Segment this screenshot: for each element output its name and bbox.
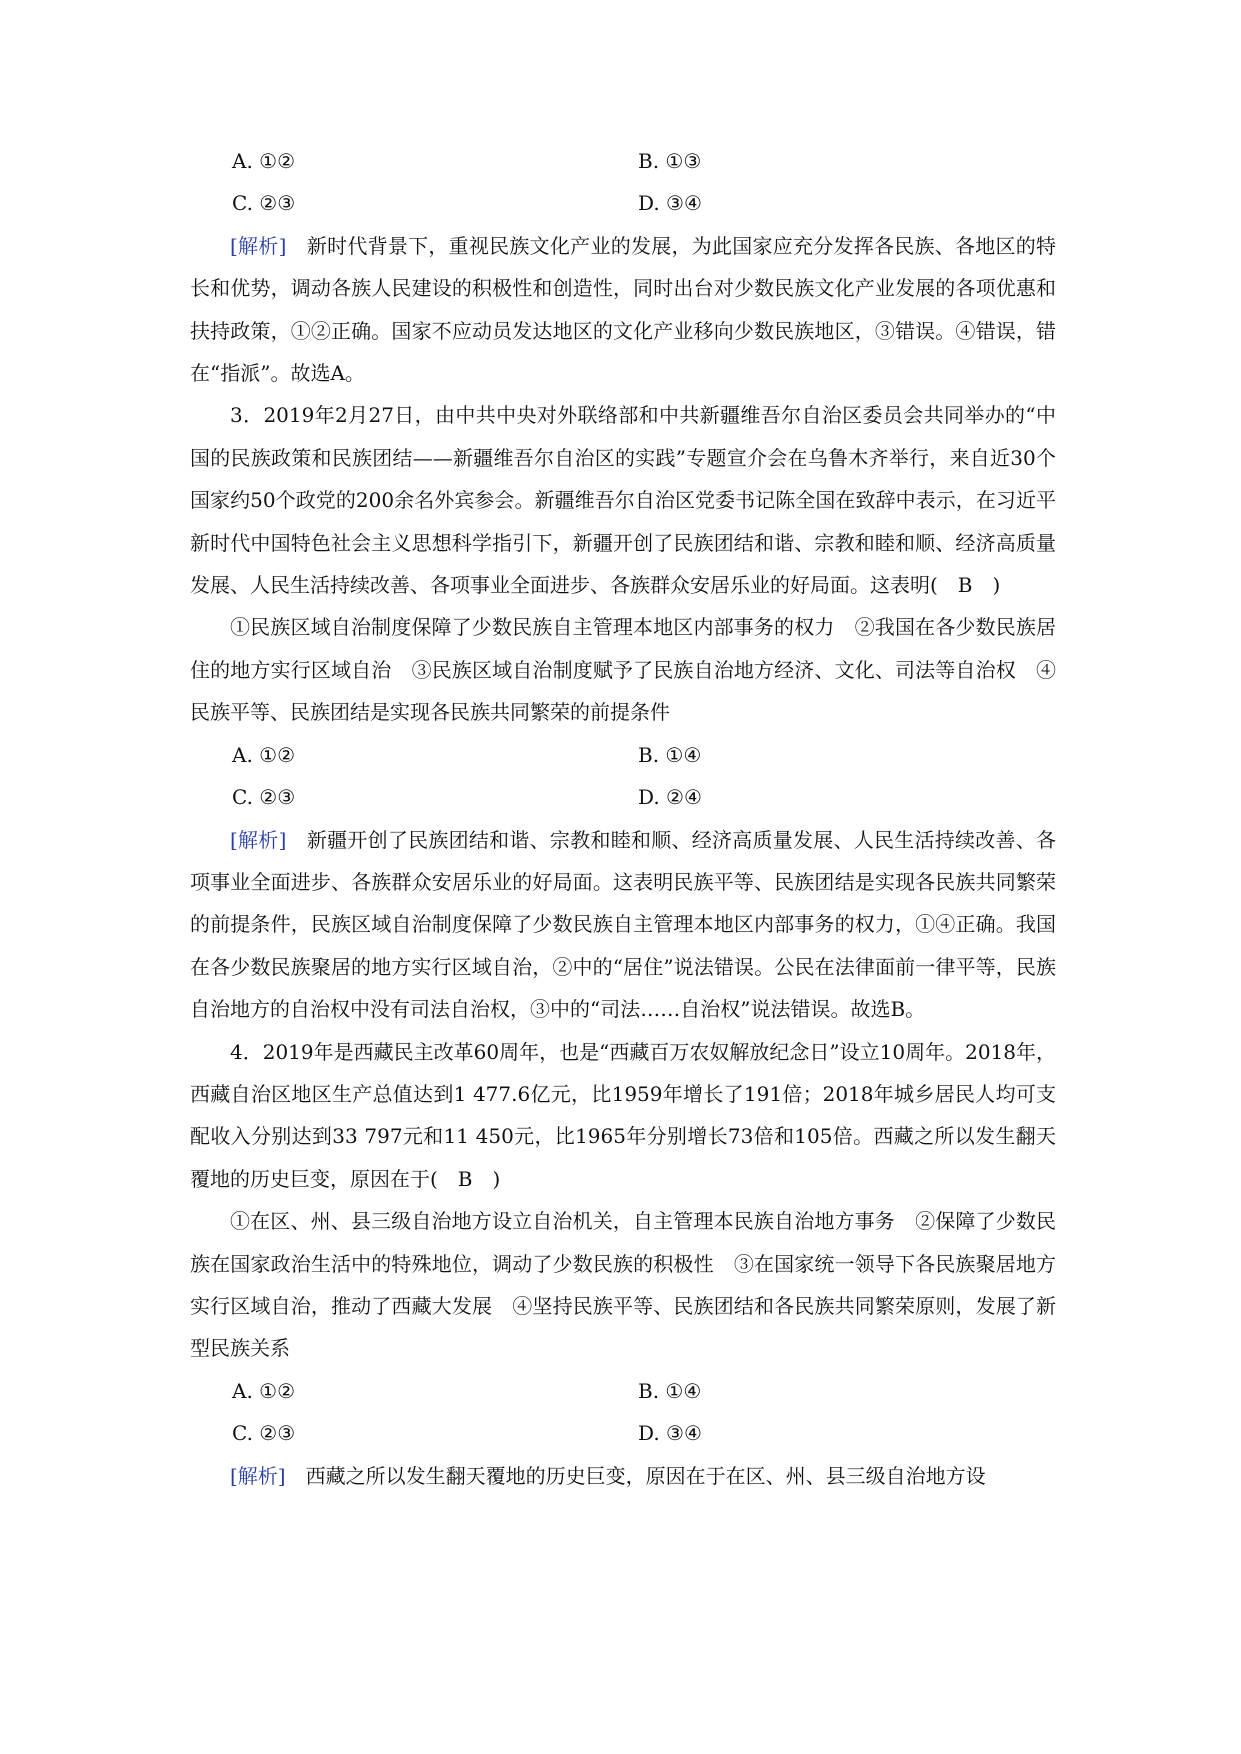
- document-page: [190, 140, 1056, 1497]
- q2-option-d: D. ③④: [638, 191, 702, 216]
- q4-analysis-text: 西藏之所以发生翻天覆地的历史巨变，原因在于在区、州、县三级自治地方设: [305, 1463, 986, 1488]
- q2-option-b: B. ①③: [638, 149, 702, 173]
- q3-options-row-1: [190, 734, 1056, 776]
- q3-options-row-2: [190, 776, 1056, 818]
- q4-analysis: [190, 1455, 1056, 1497]
- q4-options-row-2: [190, 1412, 1056, 1454]
- q2-options-row-1: [190, 140, 1056, 182]
- q3-analysis-text: 新疆开创了民族团结和谐、宗教和睦和顺、经济高质量发展、人民生活持续改善、各项事业全面进步、各族群众安居乐业的好局面。这表明民族平等、民族团结是实现各民族共同繁荣的前提条件，民族区域自治制度保障了少数民族自主管理本地区内部事务的权力，①④正确。我国在各少数民族聚居的地方实行区域自治，②中的“居住”说法错误。公民在法律面前一律平等，民族自治地方的自治权中没有司法自治权，③中的“司法……自治权”说法错误。故选B。: [190, 827, 1057, 1022]
- q3-option-a: A. ①②: [232, 742, 296, 767]
- q2-option-c: C. ②③: [232, 191, 296, 216]
- q3-option-b: B. ①④: [638, 742, 702, 767]
- q4-option-b: B. ①④: [638, 1378, 702, 1403]
- q3-option-c: C. ②③: [232, 785, 296, 810]
- q2-option-a: A. ①②: [232, 149, 296, 173]
- q4-option-a: A. ①②: [232, 1378, 296, 1403]
- q3-analysis-tag: [解析]: [230, 827, 287, 852]
- q3-statements: ①民族区域自治制度保障了少数民族自主管理本地区内部事务的权力 ②我国在各少数民族居住的地方实行区域自治 ③民族区域自治制度赋予了民族自治地方经济、文化、司法等自治权 ④民族平等、民族团结是实现各民族共同繁荣的前提条件: [190, 615, 1056, 725]
- q4-analysis-tag: [解析]: [230, 1463, 286, 1488]
- q4-option-c: C. ②③: [232, 1421, 296, 1446]
- q4-option-d: D. ③④: [638, 1421, 702, 1446]
- q2-analysis-tag: [解析]: [230, 233, 287, 258]
- q3-option-d: D. ②④: [638, 785, 702, 810]
- q4-statements: ①在区、州、县三级自治地方设立自治机关，自主管理本民族自治地方事务 ②保障了少数民族在国家政治生活中的特殊地位，调动了少数民族的积极性 ③在国家统一领导下各民族聚居地方实行区域自治，推动了西藏大发展 ④坚持民族平等、民族团结和各民族共同繁荣原则，发展了新型民族关系: [190, 1209, 1056, 1361]
- q4-options-row-1: [190, 1370, 1056, 1412]
- q2-options-row-2: [190, 182, 1056, 224]
- q3-stem: 3．2019年2月27日，由中共中央对外联络部和中共新疆维吾尔自治区委员会共同举办的“中国的民族政策和民族团结——新疆维吾尔自治区的实践”专题宣介会在乌鲁木齐举行，来自近30个国家约50个政党的200余名外宾参会。新疆维吾尔自治区党委书记陈全国在致辞中表示，在习近平新时代中国特色社会主义思想科学指引下，新疆开创了民族团结和谐、宗教和睦和顺、经济高质量发展、人民生活持续改善、各项事业全面进步、各族群众安居乐业的好局面。这表明( B ): [190, 403, 1056, 598]
- q2-analysis-text: 新时代背景下，重视民族文化产业的发展，为此国家应充分发挥各民族、各地区的特长和优势，调动各族人民建设的积极性和创造性，同时出台对少数民族文化产业发展的各项优惠和扶持政策，①②正确。国家不应动员发达地区的文化产业移向少数民族地区，③错误。④错误，错在“指派”。故选A。: [190, 233, 1057, 386]
- q2-analysis: [190, 225, 1056, 395]
- q3-analysis: [190, 819, 1056, 1031]
- q4-stem: 4．2019年是西藏民主改革60周年，也是“西藏百万农奴解放纪念日”设立10周年。2018年，西藏自治区地区生产总值达到1 477.6亿元，比1959年增长了191倍；2018年城乡居民人均可支配收入分别达到33 797元和11 450元，比1965年分别增长73倍和105倍。西藏之所以发生翻天覆地的历史巨变，原因在于( B ): [190, 1039, 1056, 1191]
